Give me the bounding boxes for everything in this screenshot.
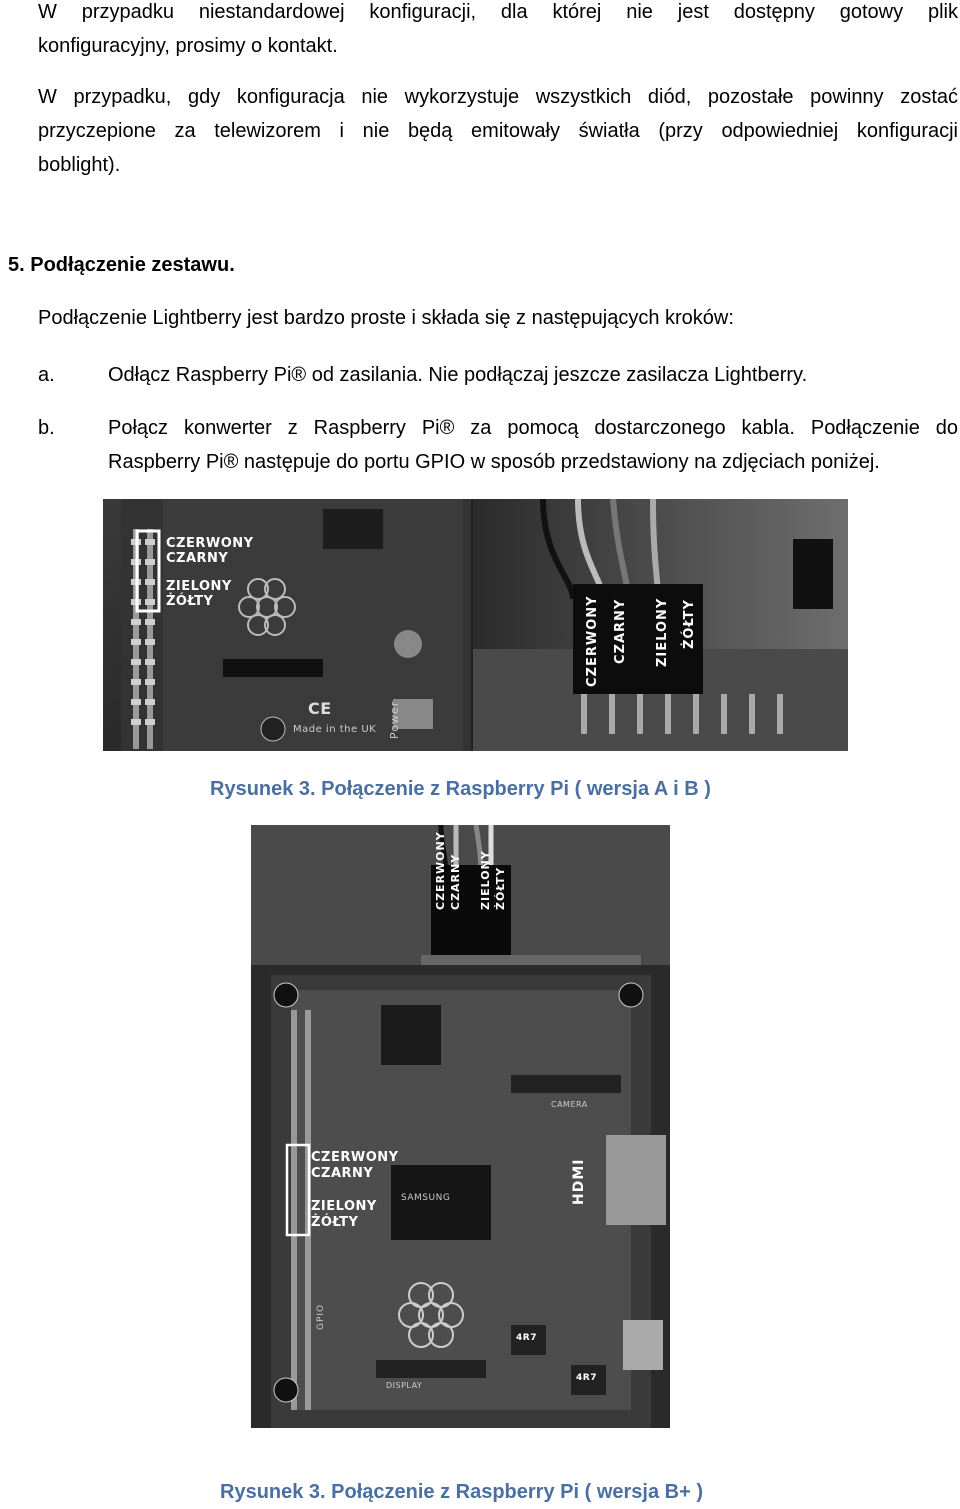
step-b: [38, 411, 958, 479]
label-black: CZARNY: [166, 551, 229, 566]
label-black-vertical: CZARNY: [449, 853, 462, 910]
board-text-inductor: 4R7: [516, 1333, 537, 1343]
board-text-made-in: Made in the UK: [293, 724, 377, 735]
figure1-caption: Rysunek 3. Połączenie z Raspberry Pi ( wersja A i B ): [210, 778, 711, 800]
board-text-inductor: 4R7: [576, 1373, 597, 1383]
board-text-power: Power: [388, 700, 401, 739]
figure2-caption: Rysunek 3. Połączenie z Raspberry Pi ( wersja B+ ): [220, 1481, 703, 1503]
section-heading: 5. Podłączenie zestawu.: [8, 254, 235, 276]
board-text-display: DISPLAY: [386, 1381, 423, 1390]
label-green-vertical: ZIELONY: [479, 850, 492, 910]
photo-raspberry-pi-bplus-illustration: [251, 825, 670, 1428]
label-red-vertical: CZERWONY: [434, 831, 447, 910]
paragraph-line: W przypadku, gdy konfiguracja nie wykorzystuje wszystkich diód, pozostałe powinny zostać: [38, 86, 958, 108]
label-green: ZIELONY: [166, 579, 232, 594]
photo-raspberry-pi-bplus: [251, 825, 670, 1428]
paragraph-line: W przypadku niestandardowej konfiguracji, dla której nie jest dostępny gotowy plik: [38, 1, 958, 23]
label-yellow-vertical: ŻÓŁTY: [682, 599, 697, 649]
label-red: CZERWONY: [166, 536, 254, 551]
photo-raspberry-pi-ab: [103, 499, 848, 751]
paragraph-nonstandard-config: [38, 0, 958, 63]
board-text-camera: CAMERA: [551, 1100, 588, 1109]
label-red: CZERWONY: [311, 1150, 399, 1165]
paragraph-line: konfiguracyjny, prosimy o kontakt.: [38, 35, 338, 57]
label-red-vertical: CZERWONY: [585, 595, 600, 687]
label-yellow: ŻÓŁTY: [311, 1215, 359, 1230]
paragraph-line: boblight).: [38, 154, 121, 176]
section-intro: Podłączenie Lightberry jest bardzo proste i składa się z następujących kroków:: [38, 307, 734, 329]
paragraph-line: przyczepione za telewizorem i nie będą emitowały światła (przy odpowiedniej konfiguracji: [38, 120, 958, 142]
board-text-gpio: GPIO: [316, 1303, 326, 1330]
step-marker: b.: [38, 417, 55, 439]
label-black: CZARNY: [311, 1166, 374, 1181]
label-green: ZIELONY: [311, 1199, 377, 1214]
step-text: Odłącz Raspberry Pi® od zasilania. Nie podłączaj jeszcze zasilacza Lightberry.: [108, 364, 808, 386]
paragraph-unused-diodes: [38, 80, 958, 182]
board-text-hdmi: HDMI: [571, 1158, 587, 1205]
label-black-vertical: CZARNY: [613, 598, 628, 664]
step-marker: a.: [38, 364, 55, 386]
step-text: Połącz konwerter z Raspberry Pi® za pomocą dostarczonego kabla. Podłączenie do: [108, 417, 958, 439]
label-yellow-vertical: ŻÓŁTY: [494, 866, 507, 910]
label-yellow: ŻÓŁTY: [166, 594, 214, 609]
label-green-vertical: ZIELONY: [655, 597, 670, 667]
board-text-ce: CE: [308, 699, 332, 718]
board-text-chip: SAMSUNG: [401, 1193, 451, 1203]
step-a: [38, 358, 958, 392]
step-text: Raspberry Pi® następuje do portu GPIO w sposób przedstawiony na zdjęciach poniżej.: [108, 451, 880, 473]
